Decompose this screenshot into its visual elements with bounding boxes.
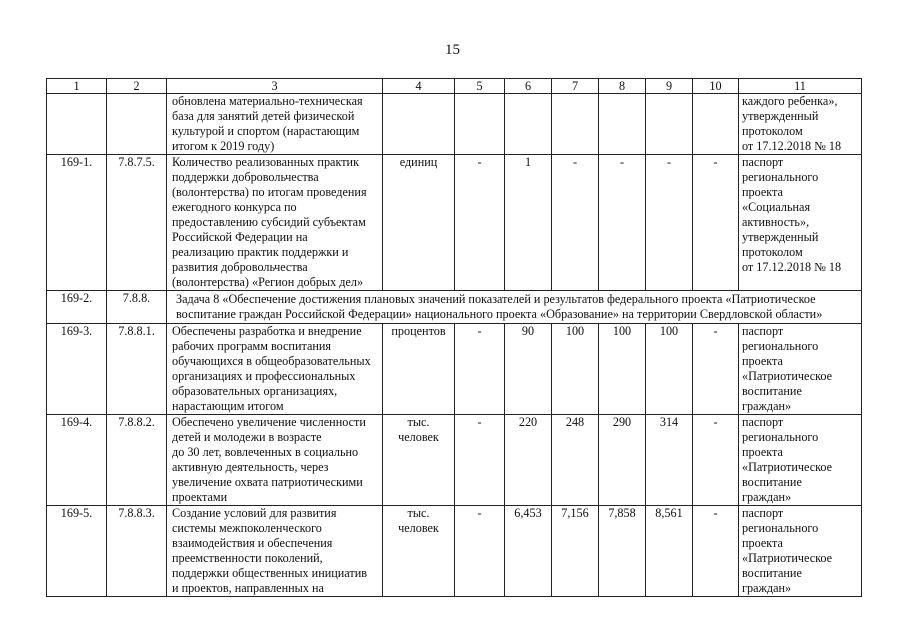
indicator-name: обновлена материально-техническая база для занятий детей физической культурой и спортом (нарастающим итогом к 2019 году) (167, 94, 383, 155)
value-cell: 8,561 (646, 506, 693, 597)
value-cell: 100 (599, 324, 646, 415)
value-cell (505, 94, 552, 155)
value-cell: 1 (505, 155, 552, 291)
value-cell (599, 94, 646, 155)
table-row (47, 324, 862, 415)
value-cell: 248 (552, 415, 599, 506)
value-cell: - (599, 155, 646, 291)
unit-cell: тыс. человек (383, 506, 455, 597)
value-cell: - (552, 155, 599, 291)
value-cell: 100 (552, 324, 599, 415)
page-number: 15 (445, 42, 460, 58)
value-cell (455, 94, 505, 155)
row-code: 7.8.8.3. (107, 506, 167, 597)
value-cell (693, 94, 739, 155)
indicators-table (46, 78, 862, 597)
value-cell: - (693, 506, 739, 597)
task-title: Задача 8 «Обеспечение достижения плановых значений показателей и результатов федерального проекта «Патриотическое воспитание граждан Российской Федерации» национального проекта «Образование» на территории Свердловской области» (167, 291, 862, 324)
value-cell: 90 (505, 324, 552, 415)
row-code: 7.8.8.1. (107, 324, 167, 415)
indicator-name: Создание условий для развития системы межпоколенческого взаимодействия и обеспечения преемственности поколений, поддержки общественных инициатив и проектов, направленных на (167, 506, 383, 597)
value-cell: - (693, 155, 739, 291)
row-code: 7.8.8.2. (107, 415, 167, 506)
column-number: 9 (646, 79, 693, 94)
value-cell: 7,858 (599, 506, 646, 597)
column-number: 3 (167, 79, 383, 94)
source-cell: паспорт регионального проекта «Патриотическое воспитание граждан» (739, 415, 862, 506)
column-number-row (47, 79, 862, 94)
unit-cell: единиц (383, 155, 455, 291)
row-number: 169-1. (47, 155, 107, 291)
value-cell: - (455, 506, 505, 597)
value-cell: 100 (646, 324, 693, 415)
value-cell: - (646, 155, 693, 291)
value-cell (552, 94, 599, 155)
unit-cell: тыс. человек (383, 415, 455, 506)
row-number (47, 94, 107, 155)
row-number: 169-4. (47, 415, 107, 506)
column-number: 10 (693, 79, 739, 94)
row-code (107, 94, 167, 155)
column-number: 4 (383, 79, 455, 94)
column-number: 8 (599, 79, 646, 94)
table-row (47, 155, 862, 291)
column-number: 1 (47, 79, 107, 94)
value-cell: 290 (599, 415, 646, 506)
unit-cell: процентов (383, 324, 455, 415)
row-number: 169-3. (47, 324, 107, 415)
source-cell: каждого ребенка», утвержденный протоколом от 17.12.2018 № 18 (739, 94, 862, 155)
value-cell: 6,453 (505, 506, 552, 597)
value-cell: - (455, 155, 505, 291)
column-number: 6 (505, 79, 552, 94)
value-cell: - (455, 415, 505, 506)
value-cell (646, 94, 693, 155)
indicator-name: Обеспечено увеличение численности детей и молодежи в возрасте до 30 лет, вовлеченных в социально активную деятельность, через увеличение охвата патриотическими проектами (167, 415, 383, 506)
table-row (47, 94, 862, 155)
value-cell: 220 (505, 415, 552, 506)
value-cell: 314 (646, 415, 693, 506)
value-cell: - (693, 324, 739, 415)
column-number: 11 (739, 79, 862, 94)
row-code: 7.8.8. (107, 291, 167, 324)
value-cell: - (455, 324, 505, 415)
value-cell: - (693, 415, 739, 506)
indicator-name: Количество реализованных практик поддержки добровольчества (волонтерства) по итогам проведения ежегодного конкурса по предоставлению субсидий субъектам Российской Федерации на реализацию практик поддержки и развития добровольчества (волонтерства) «Регион добрых дел» (167, 155, 383, 291)
column-number: 7 (552, 79, 599, 94)
row-number: 169-2. (47, 291, 107, 324)
value-cell: 7,156 (552, 506, 599, 597)
source-cell: паспорт регионального проекта «Патриотическое воспитание граждан» (739, 506, 862, 597)
column-number: 5 (455, 79, 505, 94)
row-number: 169-5. (47, 506, 107, 597)
source-cell: паспорт регионального проекта «Патриотическое воспитание граждан» (739, 324, 862, 415)
table-row (47, 506, 862, 597)
task-row (47, 291, 862, 324)
row-code: 7.8.7.5. (107, 155, 167, 291)
source-cell: паспорт регионального проекта «Социальная активность», утвержденный протоколом от 17.12.2018 № 18 (739, 155, 862, 291)
unit-cell (383, 94, 455, 155)
column-number: 2 (107, 79, 167, 94)
indicator-name: Обеспечены разработка и внедрение рабочих программ воспитания обучающихся в общеобразовательных организациях и профессиональных образовательных организациях, нарастающим итогом (167, 324, 383, 415)
table-row (47, 415, 862, 506)
